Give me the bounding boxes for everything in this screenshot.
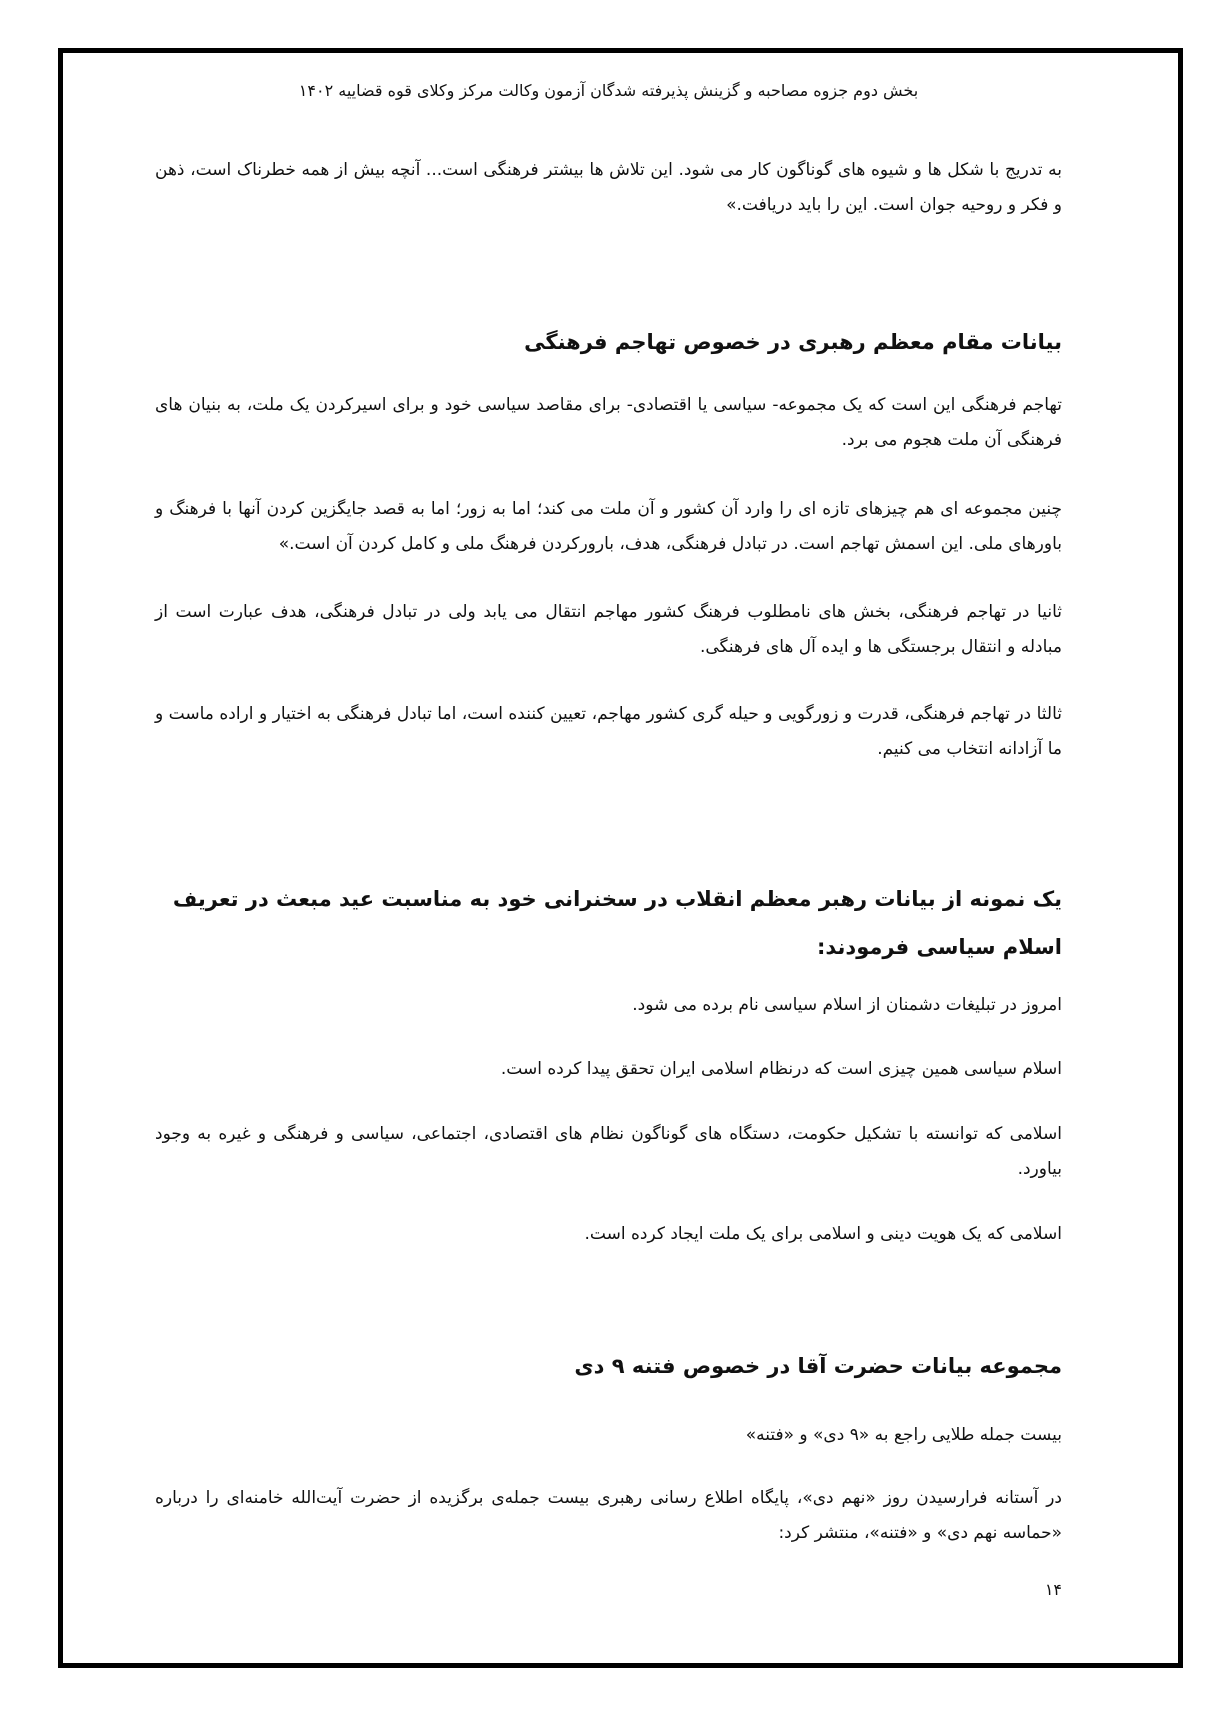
running-header: بخش دوم جزوه مصاحبه و گزینش پذیرفته شدگان آزمون وکالت مرکز وکلای قوه قضاییه ۱۴۰۲	[298, 81, 919, 100]
intro-paragraph: به تدریج با شکل ها و شیوه های گوناگون کار می شود. این تلاش ها بیشتر فرهنگی است... آنچه بیش از همه خطرناک است، ذهن و فکر و روحیه جوان است. این را باید دریافت.»	[155, 160, 1062, 215]
section-heading-sedition: مجموعه بیانات حضرت آقا در خصوص فتنه ۹ دی	[574, 1354, 1062, 1378]
paragraph: اسلام سیاسی همین چیزی است که درنظام اسلامی ایران تحقق پیدا کرده است.	[500, 1059, 1062, 1079]
paragraph: تهاجم فرهنگی این است که یک مجموعه- سیاسی یا اقتصادی- برای مقاصد سیاسی خود و برای اسیرکردن یک ملت، به بنیان های فرهنگی آن ملت هجوم می برد.	[155, 395, 1062, 450]
paragraph: چنین مجموعه ای هم چیزهای تازه ای را وارد آن کشور و آن ملت می کند؛ اما به زور؛ اما به قصد جایگزین کردن آنها با فرهنگ و باورهای ملی. این اسمش تهاجم است. در تبادل فرهنگی، هدف، بارورکردن فرهنگ ملی و کامل کردن آن است.»	[155, 499, 1062, 554]
paragraph: ثالثا در تهاجم فرهنگی، قدرت و زورگویی و حیله گری کشور مهاجم، تعیین کننده است، اما تبادل فرهنگی به اختیار و اراده ماست و ما آزادانه انتخاب می کنیم.	[155, 704, 1062, 759]
section-heading-political-islam: یک نمونه از بیانات رهبر معظم انقلاب در سخنرانی خود به مناسبت عید مبعث در تعریف اسلام سیاسی فرمودند:	[172, 887, 1062, 959]
page-number: ۱۴	[1044, 1580, 1062, 1599]
paragraph: اسلامی که یک هویت دینی و اسلامی برای یک ملت ایجاد کرده است.	[584, 1224, 1062, 1244]
paragraph: بیست جمله طلایی راجع به «۹ دی» و «فتنه»	[745, 1425, 1062, 1445]
section-heading-cultural-invasion: بیانات مقام معظم رهبری در خصوص تهاجم فرهنگی	[524, 330, 1062, 354]
document-page	[155, 0, 1062, 1717]
paragraph: اسلامی که توانسته با تشکیل حکومت، دستگاه های گوناگون نظام های اقتصادی، اجتماعی، سیاسی و فرهنگی و غیره به وجود بیاورد.	[155, 1124, 1062, 1179]
paragraph: ثانیا در تهاجم فرهنگی، بخش های نامطلوب فرهنگ کشور مهاجم انتقال می یابد ولی در تبادل فرهنگی، هدف عبارت است از مبادله و انتقال برجستگی ها و ایده آل های فرهنگی.	[155, 602, 1062, 657]
paragraph: امروز در تبلیغات دشمنان از اسلام سیاسی نام برده می شود.	[632, 995, 1062, 1015]
paragraph: در آستانه فرارسیدن روز «نهم دی»، پایگاه اطلاع رسانی رهبری بیست جمله‌ی برگزیده از حضرت آیت‌الله خامنه‌ای را درباره «حماسه نهم دی» و «فتنه»، منتشر کرد:	[155, 1488, 1062, 1543]
